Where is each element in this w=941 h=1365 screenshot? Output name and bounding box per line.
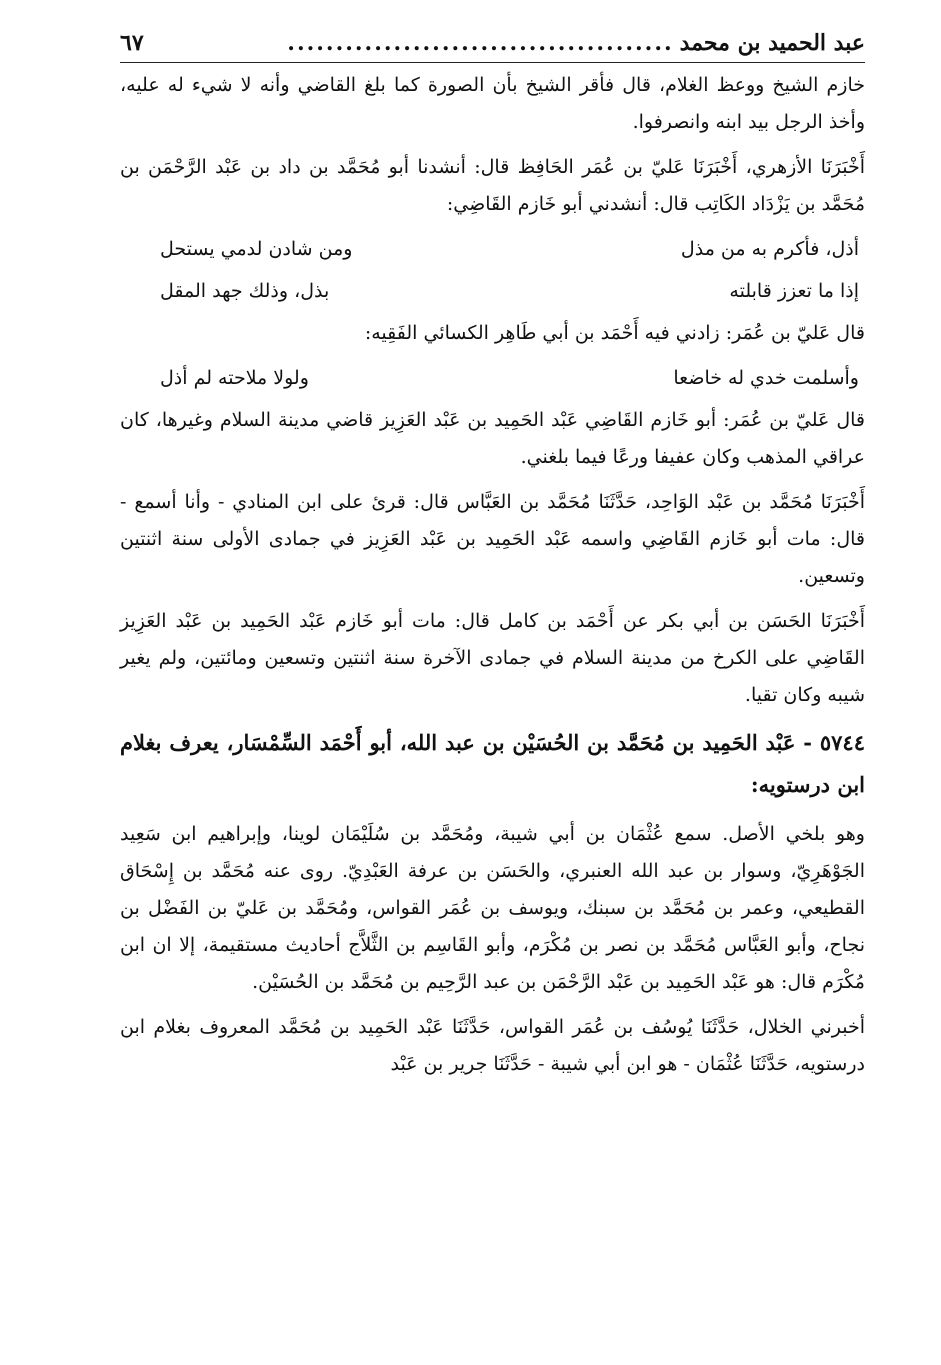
verse-first-hemistich: إذا ما تعزز قابلته [729,280,859,302]
verse-line [120,231,865,267]
paragraph: أَخْبَرَنَا الحَسَن بن أبي بكر عن أَحْمَد بن كامل قال: مات أبو خَازم عَبْد الحَمِيد بن عَبْد العَزِيز القَاضِي على الكرخ من مدينة السلام في جمادى الآخرة سنة اثنتين وتسعين ومائتين، ولم يغير شيبه وكان تقيا. [120,610,865,706]
page-header [120,22,865,63]
entry-heading: ٥٧٤٤ - عَبْد الحَمِيد بن مُحَمَّد بن الحُسَيْن بن عبد الله، أبو أَحْمَد السِّمْسَار، يعرف بغلام ابن درستويه: [120,730,865,797]
poem-block [120,231,865,309]
page-body [120,67,865,1083]
verse-line [120,360,865,396]
paragraph: قال عَليّ بن عُمَر: أبو خَازم القَاضِي عَبْد الحَمِيد بن عَبْد العَزِيز قاضي مدينة السلام وغيرها، كان عراقي المذهب وكان عفيفا ورعًا فيما بلغني. [120,409,865,468]
poem-block [120,360,865,396]
verse-second-hemistich: بذل، وذلك جهد المقل [160,280,330,302]
paragraph: أَخْبَرَنَا مُحَمَّد بن عَبْد الوَاحِد، حَدَّثَنَا مُحَمَّد بن العَبَّاس قال: قرئ على ابن المنادي - وأنا أسمع - قال: مات أبو خَازم القَاضِي واسمه عَبْد الحَمِيد بن عَبْد العَزِيز في جمادى الأولى سنة اثنتين وتسعين. [120,491,865,587]
verse-first-hemistich: أذل، فأكرم به من مذل [680,238,859,260]
verse-first-hemistich: وأسلمت خدي له خاضعا [673,367,859,389]
paragraph: أخبرني الخلال، حَدَّثَنَا يُوسُف بن عُمَر القواس، حَدَّثَنَا عَبْد الحَمِيد بن مُحَمَّد المعروف بغلام ابن درستويه، حَدَّثَنَا عُثْمَان - هو ابن أبي شيبة - حَدَّثَنَا جرير بن عَبْد [120,1016,865,1075]
paragraph: قال عَليّ بن عُمَر: زادني فيه أَحْمَد بن أبي طَاهِر الكسائي الفَقِيه: [364,322,865,344]
verse-line [120,273,865,309]
paragraph: أَخْبَرَنَا الأزهري، أَخْبَرَنَا عَليّ بن عُمَر الحَافِظ قال: أنشدنا أبو مُحَمَّد بن داد بن عَبْد الرَّحْمَن بن مُحَمَّد بن يَزْدَاد الكَاتِب قال: أنشدني أبو خَازم القَاضِي: [120,156,865,215]
running-title: عبد الحميد بن محمد [679,30,865,56]
paragraph: خازم الشيخ ووعظ الغلام، قال فأقر الشيخ بأن الصورة كما بلغ القاضي وأنه لا شيء له عليه، وأخذ الرجل بيد ابنه وانصرفوا. [120,74,865,133]
verse-second-hemistich: ولولا ملاحته لم أذل [160,367,309,389]
page-number: ٦٧ [120,30,144,56]
header-leader-dots: ........................................ [287,30,674,56]
paragraph: وهو بلخي الأصل. سمع عُثْمَان بن أبي شيبة، ومُحَمَّد بن سُلَيْمَان لوينا، وإبراهيم ابن سَعِيد الجَوْهَرِيّ، وسوار بن عبد الله العنبري، والحَسَن بن عرفة العَبْدِيّ. روى عنه مُحَمَّد بن إِسْحَاق القطيعي، وعمر بن مُحَمَّد بن سبنك، ويوسف بن عُمَر القواس، ومُحَمَّد بن عَليّ بن الفَضْل بن نجاح، وأبو العَبَّاس مُحَمَّد بن نصر بن مُكْرَم، وأبو القَاسِم بن الثَّلاَّج أحاديث مستقيمة، إلا ان ابن مُكْرَم قال: هو عَبْد الحَمِيد بن عَبْد الرَّحْمَن بن عبد الرَّحِيم بن مُحَمَّد بن الحُسَيْن. [120,823,865,993]
verse-second-hemistich: ومن شادن لدمي يستحل [160,238,353,260]
